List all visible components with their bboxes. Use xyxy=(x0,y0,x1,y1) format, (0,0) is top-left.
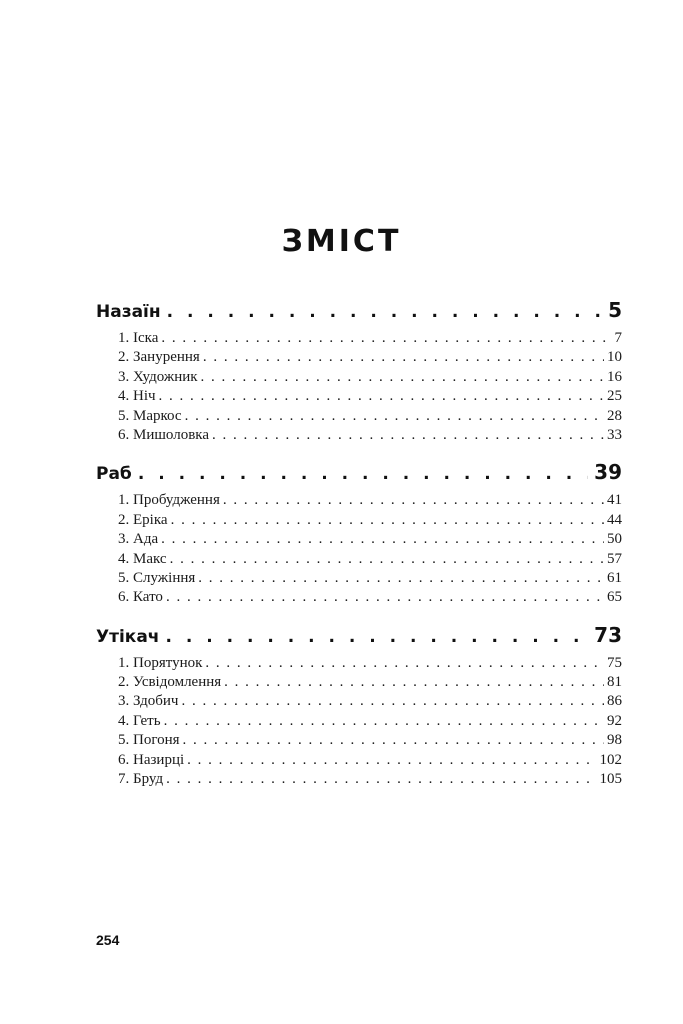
toc-part-2 xyxy=(96,460,622,608)
chapter-entry[interactable] xyxy=(118,492,622,511)
chapter-page: 7 xyxy=(614,330,622,346)
dot-leader xyxy=(201,369,604,386)
chapter-title: 1. Іска xyxy=(118,330,159,346)
dot-leader xyxy=(224,674,604,691)
dot-leader xyxy=(166,771,596,788)
dot-leader xyxy=(166,589,604,606)
chapter-entry[interactable] xyxy=(118,330,622,349)
dot-leader xyxy=(181,693,604,710)
chapter-title: 2. Еріка xyxy=(118,511,168,528)
chapter-entry[interactable] xyxy=(118,369,622,388)
dot-leader xyxy=(185,408,604,425)
chapter-page: 57 xyxy=(607,550,622,567)
dot-leader xyxy=(223,492,604,509)
chapter-title: 4. Геть xyxy=(118,712,161,729)
chapter-title: 5. Погоня xyxy=(118,732,180,749)
chapter-page: 25 xyxy=(607,388,622,405)
chapter-entry[interactable] xyxy=(118,427,622,446)
chapter-title: 5. Служіння xyxy=(118,569,196,586)
chapter-page: 61 xyxy=(607,569,622,586)
page-title: ЗМІСТ xyxy=(281,224,402,259)
chapter-page: 33 xyxy=(607,426,622,443)
chapter-entry[interactable] xyxy=(118,388,622,407)
chapter-page: 28 xyxy=(607,407,622,424)
chapter-title: 3. Ада xyxy=(118,531,159,548)
chapter-title: 6. Като xyxy=(118,589,163,606)
dot-leader xyxy=(164,713,604,730)
chapter-entry[interactable] xyxy=(118,551,622,570)
dot-leader xyxy=(187,752,596,769)
chapter-entry[interactable] xyxy=(118,570,622,589)
chapter-title: 4. Ніч xyxy=(118,388,156,405)
dot-leader xyxy=(159,388,604,405)
chapter-page: 105 xyxy=(599,771,622,788)
dot-leader xyxy=(198,570,604,587)
chapter-title: 3. Художник xyxy=(118,368,198,385)
chapter-entry[interactable] xyxy=(118,752,622,771)
table-of-contents xyxy=(96,298,622,804)
part-title: Утікач xyxy=(96,626,160,647)
chapter-page: 81 xyxy=(607,674,622,691)
part-title: Назаїн xyxy=(96,302,161,322)
chapter-page: 10 xyxy=(607,349,622,366)
chapter-title: 6. Назирці xyxy=(118,751,185,768)
chapter-page: 98 xyxy=(607,732,622,749)
chapter-entry[interactable] xyxy=(118,693,622,712)
part-page: 39 xyxy=(594,460,622,485)
chapter-title: 4. Макс xyxy=(118,550,167,567)
toc-part-1 xyxy=(96,298,622,446)
chapter-entry[interactable] xyxy=(118,771,622,790)
chapter-list xyxy=(118,492,622,608)
part-page: 73 xyxy=(594,622,622,647)
chapter-entry[interactable] xyxy=(118,531,622,550)
chapter-entry[interactable] xyxy=(118,589,622,608)
part-page: 5 xyxy=(608,298,622,322)
part-heading[interactable] xyxy=(96,460,622,486)
chapter-entry[interactable] xyxy=(118,674,622,693)
chapter-title: 6. Мишоловка xyxy=(118,426,210,443)
chapter-page: 92 xyxy=(607,712,622,729)
dot-leader xyxy=(161,330,611,347)
dot-leader xyxy=(170,551,604,568)
chapter-entry[interactable] xyxy=(118,713,622,732)
dot-leader xyxy=(212,427,604,444)
chapter-list xyxy=(118,330,622,446)
chapter-page: 86 xyxy=(607,693,622,710)
chapter-list xyxy=(118,655,622,791)
dot-leader xyxy=(167,302,602,322)
part-heading[interactable] xyxy=(96,298,622,324)
dot-leader xyxy=(203,349,604,366)
chapter-entry[interactable] xyxy=(118,512,622,531)
chapter-page: 41 xyxy=(607,492,622,509)
page-number: 254 xyxy=(96,932,120,948)
chapter-entry[interactable] xyxy=(118,732,622,751)
chapter-title: 1. Пробудження xyxy=(118,492,220,509)
dot-leader xyxy=(165,627,588,647)
chapter-title: 7. Бруд xyxy=(118,771,164,788)
chapter-page: 65 xyxy=(607,589,622,606)
chapter-title: 2. Усвідомлення xyxy=(118,674,222,691)
chapter-title: 2. Занурення xyxy=(118,349,200,366)
dot-leader xyxy=(171,512,604,529)
chapter-title: 5. Маркос xyxy=(118,407,182,424)
dot-leader xyxy=(183,732,604,749)
part-heading[interactable] xyxy=(96,623,622,649)
chapter-title: 3. Здобич xyxy=(118,693,179,710)
dot-leader xyxy=(138,464,588,484)
chapter-page: 44 xyxy=(607,511,622,528)
chapter-entry[interactable] xyxy=(118,408,622,427)
toc-part-3 xyxy=(96,623,622,791)
dot-leader xyxy=(205,655,604,672)
chapter-entry[interactable] xyxy=(118,349,622,368)
dot-leader xyxy=(161,531,604,548)
chapter-page: 50 xyxy=(607,531,622,548)
chapter-page: 102 xyxy=(599,751,622,768)
chapter-page: 75 xyxy=(607,654,622,671)
chapter-entry[interactable] xyxy=(118,655,622,674)
part-title: Раб xyxy=(96,464,132,485)
chapter-title: 1. Порятунок xyxy=(118,654,203,671)
chapter-page: 16 xyxy=(607,368,622,385)
